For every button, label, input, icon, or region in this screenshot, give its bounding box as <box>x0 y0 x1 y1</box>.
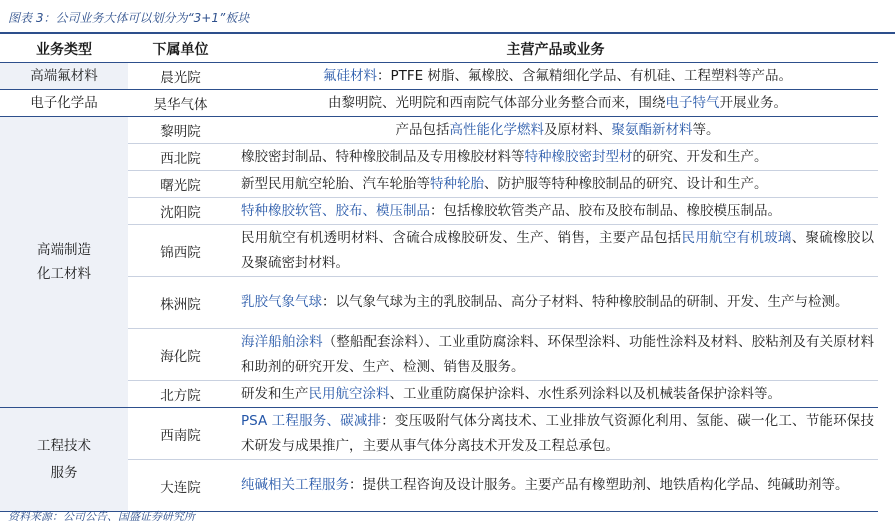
business-type-cell: 高端氟材料 <box>0 63 128 90</box>
table-row <box>0 63 878 90</box>
unit-cell: 黎明院 <box>128 117 233 144</box>
business-cell: 橡胶密封制品、特种橡胶制品及专用橡胶材料等特种橡胶密封型材的研究、开发和生产。 <box>233 144 878 171</box>
unit-cell: 西北院 <box>128 144 233 171</box>
table-row <box>0 144 878 171</box>
business-cell: 产品包括高性能化学燃料及原材料、聚氨酯新材料等。 <box>233 117 878 144</box>
highlight-text: PSA 工程服务、碳减排 <box>241 412 382 429</box>
highlight-text: 特种轮胎 <box>430 175 484 192</box>
table-row <box>0 408 878 460</box>
unit-cell: 曙光院 <box>128 171 233 198</box>
highlight-text: 民用航空涂料 <box>308 385 390 402</box>
table-row <box>0 90 878 117</box>
highlight-text: 民用航空有机玻璃 <box>681 229 792 246</box>
table-row <box>0 381 878 408</box>
highlight-text: 高性能化学燃料 <box>449 121 544 138</box>
header-business-type: 业务类型 <box>0 36 128 63</box>
unit-cell: 海化院 <box>128 329 233 381</box>
unit-cell: 沈阳院 <box>128 198 233 225</box>
unit-cell: 北方院 <box>128 381 233 408</box>
highlight-text: 特种橡胶密封型材 <box>524 148 633 165</box>
business-cell: 氟硅材料：PTFE 树脂、氟橡胶、含氟精细化学品、有机硅、工程塑料等产品。 <box>233 63 878 90</box>
header-main-business: 主营产品或业务 <box>233 36 878 63</box>
highlight-text: 纯碱相关工程服务 <box>241 477 349 493</box>
table-row <box>0 225 878 277</box>
highlight-text: 电子特气 <box>665 94 720 111</box>
business-segments-table <box>0 36 878 512</box>
business-cell: 民用航空有机透明材料、含硫合成橡胶研发、生产、销售，主要产品包括民用航空有机玻璃、聚硫橡胶以及聚硫密封材料。 <box>233 225 878 277</box>
table-row <box>0 198 878 225</box>
business-cell: PSA 工程服务、碳减排：变压吸附气体分离技术、工业排放气资源化利用、氢能、碳一化工、节能环保技术研发与成果推广，主要从事气体分离技术开发及工程总承包。 <box>233 408 878 460</box>
highlight-text: 氟硅材料 <box>323 67 377 84</box>
figure-caption: 图表 3：公司业务大体可以划分为“3+1”板块 <box>8 11 250 25</box>
highlight-text: 特种橡胶软管、胶布、模压制品 <box>241 202 430 219</box>
business-cell: 海洋船舶涂料（整船配套涂料）、工业重防腐涂料、环保型涂料、功能性涂料及材料、胶粘剂及有关原材料和助剂的研究开发、生产、检测、销售及服务。 <box>233 329 878 381</box>
business-cell: 纯碱相关工程服务：提供工程咨询及设计服务。主要产品有橡塑助剂、地铁盾构化学品、纯碱助剂等。 <box>233 460 878 512</box>
unit-cell: 西南院 <box>128 408 233 460</box>
header-subsidiary: 下属单位 <box>128 36 233 63</box>
unit-cell: 昊华气体 <box>128 90 233 117</box>
table-row <box>0 171 878 198</box>
highlight-text: 聚氨酯新材料 <box>611 121 693 138</box>
unit-cell: 株洲院 <box>128 277 233 329</box>
business-cell: 乳胶气象气球：以气象气球为主的乳胶制品、高分子材料、特种橡胶制品的研制、开发、生产与检测。 <box>233 277 878 329</box>
unit-cell: 大连院 <box>128 460 233 512</box>
unit-cell: 晨光院 <box>128 63 233 90</box>
table-row <box>0 277 878 329</box>
business-type-cell: 工程技术 服务 <box>0 408 128 512</box>
table-row <box>0 117 878 144</box>
business-cell: 新型民用航空轮胎、汽车轮胎等特种轮胎、防护服等特种橡胶制品的研究、设计和生产。 <box>233 171 878 198</box>
business-type-cell: 高端制造 化工材料 <box>0 117 128 408</box>
business-type-cell: 电子化学品 <box>0 90 128 117</box>
unit-cell: 锦西院 <box>128 225 233 277</box>
business-cell: 由黎明院、光明院和西南院气体部分业务整合而来，围绕电子特气开展业务。 <box>233 90 878 117</box>
source-note: 资料来源：公司公告、国盛证券研究所 <box>8 510 195 523</box>
top-rule <box>0 32 895 34</box>
business-cell: 研发和生产民用航空涂料、工业重防腐保护涂料、水性系列涂料以及机械装备保护涂料等。 <box>233 381 878 408</box>
business-cell: 特种橡胶软管、胶布、模压制品：包括橡胶软管类产品、胶布及胶布制品、橡胶模压制品。 <box>233 198 878 225</box>
highlight-text: 乳胶气象气球 <box>241 294 322 310</box>
table-row <box>0 329 878 381</box>
table-row <box>0 460 878 512</box>
highlight-text: 海洋船舶涂料 <box>241 333 323 350</box>
